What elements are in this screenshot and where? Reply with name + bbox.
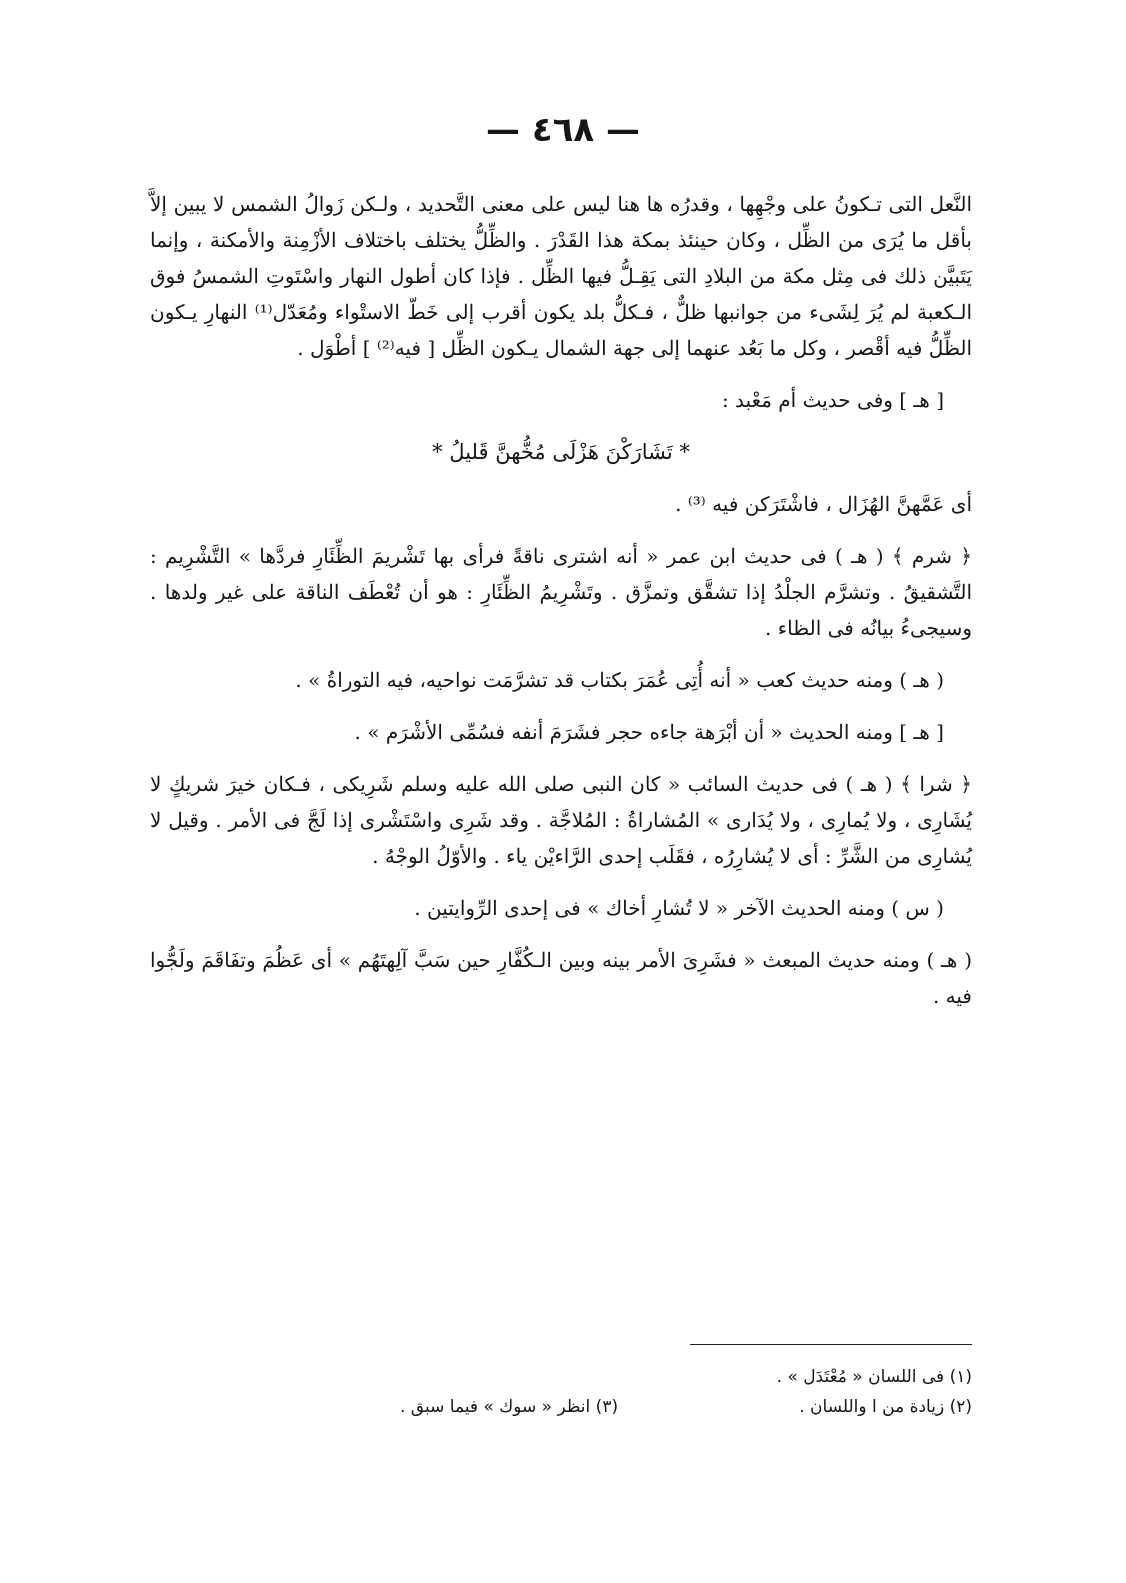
paragraph-tushari-hadith: ( س ) ومنه الحديث الآخر « لا تُشارِ أخاك » فى إحدى الرِّوايتين . (414, 896, 944, 920)
footnote-3: (٣) انظر « سوك » فيما سبق . (400, 1397, 619, 1417)
paragraph-kaab-hadith: ( هـ ) ومنه حديث كعب « أنه أُتِى عُمَرَ بكتاب قد تشرَّمَت نواحيه، فيه التوراةُ » . (295, 668, 944, 692)
paragraph-umm-mabad: [ هـ ] وفى حديث أم مَعْبد : (721, 388, 944, 412)
paragraph-shadow-explanation: النَّعل التى تـكونُ على وجْهِها ، وقدرُه ها هنا ليس على معنى التَّحديد ، ولـكن زَوالُ الشمس لا يبين إلاَّ بأقل ما يُرَى من الظِّل ، وكان حينئذ بمكة هذا القَدْرَ . والظِّلُّ يختلف باختلاف الأزْمِنة والأمكنة ، وإنما يَتَبيَّن ذلك فى مِثل مكة من البلادِ التى يَقِـلُّ فيها الظِّل . فإذا كان أطول النهار واسْتَوتِ الشمسُ فوق الـكعبة لم يُرَ لِشَىء من جوانبها ظلٌّ ، فـكلُّ بلد يكون أقرب إلى خَطّ الاستْواء ومُعَدّل⁽¹⁾ النهارِ يـكون الظِّلُّ فيه أقْصر ، وكل ما بَعُد عنهما إلى جهة الشمال يـكون الظِّل [ فيه⁽²⁾ ] أطْوَل . (150, 192, 973, 360)
footnote-2: (٢) زيادة من ا واللسان . (799, 1397, 972, 1417)
page-body (150, 186, 972, 1030)
paragraph-verse-gloss: أى عَمَّهنَّ الهُزَال ، فاشْتَرَكن فيه ⁽³⁾ . (675, 492, 972, 516)
page-number: — ٤٦٨ — (486, 110, 640, 150)
paragraph-mabath-hadith: ( هـ ) ومنه حديث المبعث « فشَرِىَ الأمر بينه وبين الـكُفَّارِ حين سَبَّ آلِهتَهُم » أى عَظُمَ وتفَاقَمَ ولَجُّوا فيه . (150, 948, 972, 1008)
footnote-divider (690, 1344, 972, 1345)
entry-sharm: ﴿ شرم ﴾ ( هـ ) فى حديث ابن عمر « أنه اشترى ناقةً فرأى بها تَشْريمَ الظِّئَارِ فردَّها » التَّشْرِيم : التَّشقيقُ . وتشرَّم الجلْدُ إذا تشقَّق وتمزَّق . وتَشْرِيمُ الظِّئَارِ : هو أن تُعْطَف الناقة على غير ولدها . وسيجىءُ بيانُه فى الظاء . (150, 544, 972, 640)
entry-shara: ﴿ شرا ﴾ ( هـ ) فى حديث السائب « كان النبى صلى الله عليه وسلم شَرِيكى ، فـكان خيرَ شريكٍ لا يُشَارِى ، ولا يُمارِى ، ولا يُدَارى » المُشاراةُ : المُلاجَّة . وقد شَرِى واسْتَشْرى إذا لَجَّ فى الأمر . وقيل لا يُشارِى من الشَّرِّ : أى لا يُشارِرُه ، فقَلَب إحدى الرَّاءيْن ياء . والأوّلُ الوجْهُ . (150, 772, 972, 868)
footnotes (400, 1362, 972, 1422)
footnote-1: (١) فى اللسان « مُعْتَدَل » . (776, 1367, 972, 1387)
verse-line: * تَشَارَكْنَ هَزْلَى مُخُّهنَّ قَليلُ * (432, 440, 690, 464)
paragraph-abraha-hadith: [ هـ ] ومنه الحديث « أن أبْرَهة جاءه حجر فشَرَمَ أنفه فسُمِّى الأشْرَم » . (354, 720, 944, 744)
